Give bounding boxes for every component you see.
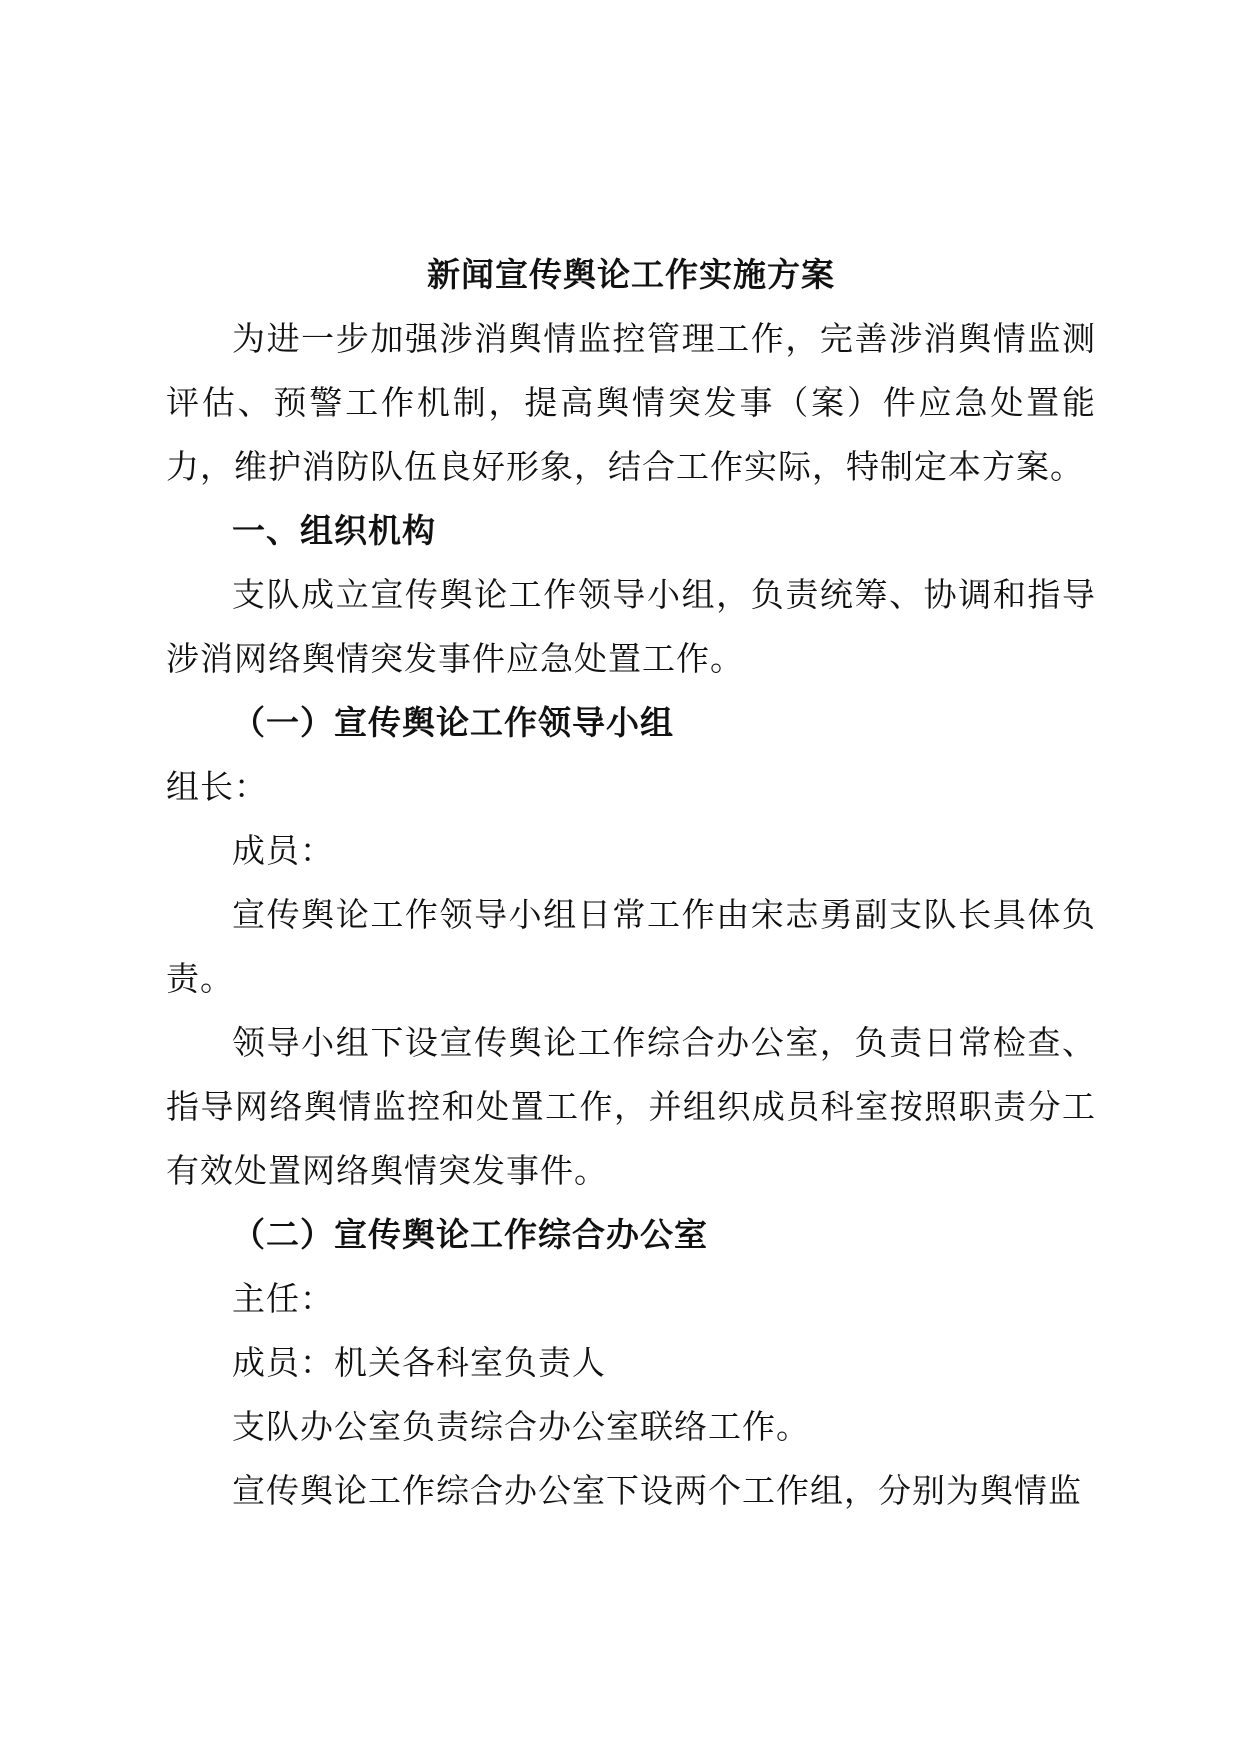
intro-paragraph: 为进一步加强涉消舆情监控管理工作，完善涉消舆情监测评估、预警工作机制，提高舆情突发事（案）件应急处置能力，维护消防队伍良好形象，结合工作实际，特制定本方案。: [166, 319, 1096, 486]
section-heading-organization: 一、组织机构: [232, 511, 436, 550]
subheading-leading-group: （一）宣传舆论工作领导小组: [232, 703, 674, 742]
organization-paragraph: 支队成立宣传舆论工作领导小组，负责统筹、协调和指导涉消网络舆情突发事件应急处置工作。: [166, 575, 1096, 678]
liaison-line: 支队办公室负责综合办公室联络工作。: [232, 1407, 810, 1446]
office-members-line: 成员：机关各科室负责人: [232, 1343, 606, 1382]
office-paragraph: 领导小组下设宣传舆论工作综合办公室，负责日常检查、指导网络舆情监控和处置工作，并组织成员科室按照职责分工有效处置网络舆情突发事件。: [166, 1023, 1096, 1190]
document-title: 新闻宣传舆论工作实施方案: [427, 255, 835, 294]
members-line: 成员：: [232, 831, 334, 870]
document-body: [166, 243, 1096, 1523]
subheading-general-office: （二）宣传舆论工作综合办公室: [232, 1215, 708, 1254]
teams-line: 宣传舆论工作综合办公室下设两个工作组，分别为舆情监: [232, 1471, 1082, 1510]
director-line: 主任：: [232, 1279, 334, 1318]
leader-line: 组长：: [166, 767, 268, 806]
daily-work-paragraph: 宣传舆论工作领导小组日常工作由宋志勇副支队长具体负责。: [166, 895, 1096, 998]
